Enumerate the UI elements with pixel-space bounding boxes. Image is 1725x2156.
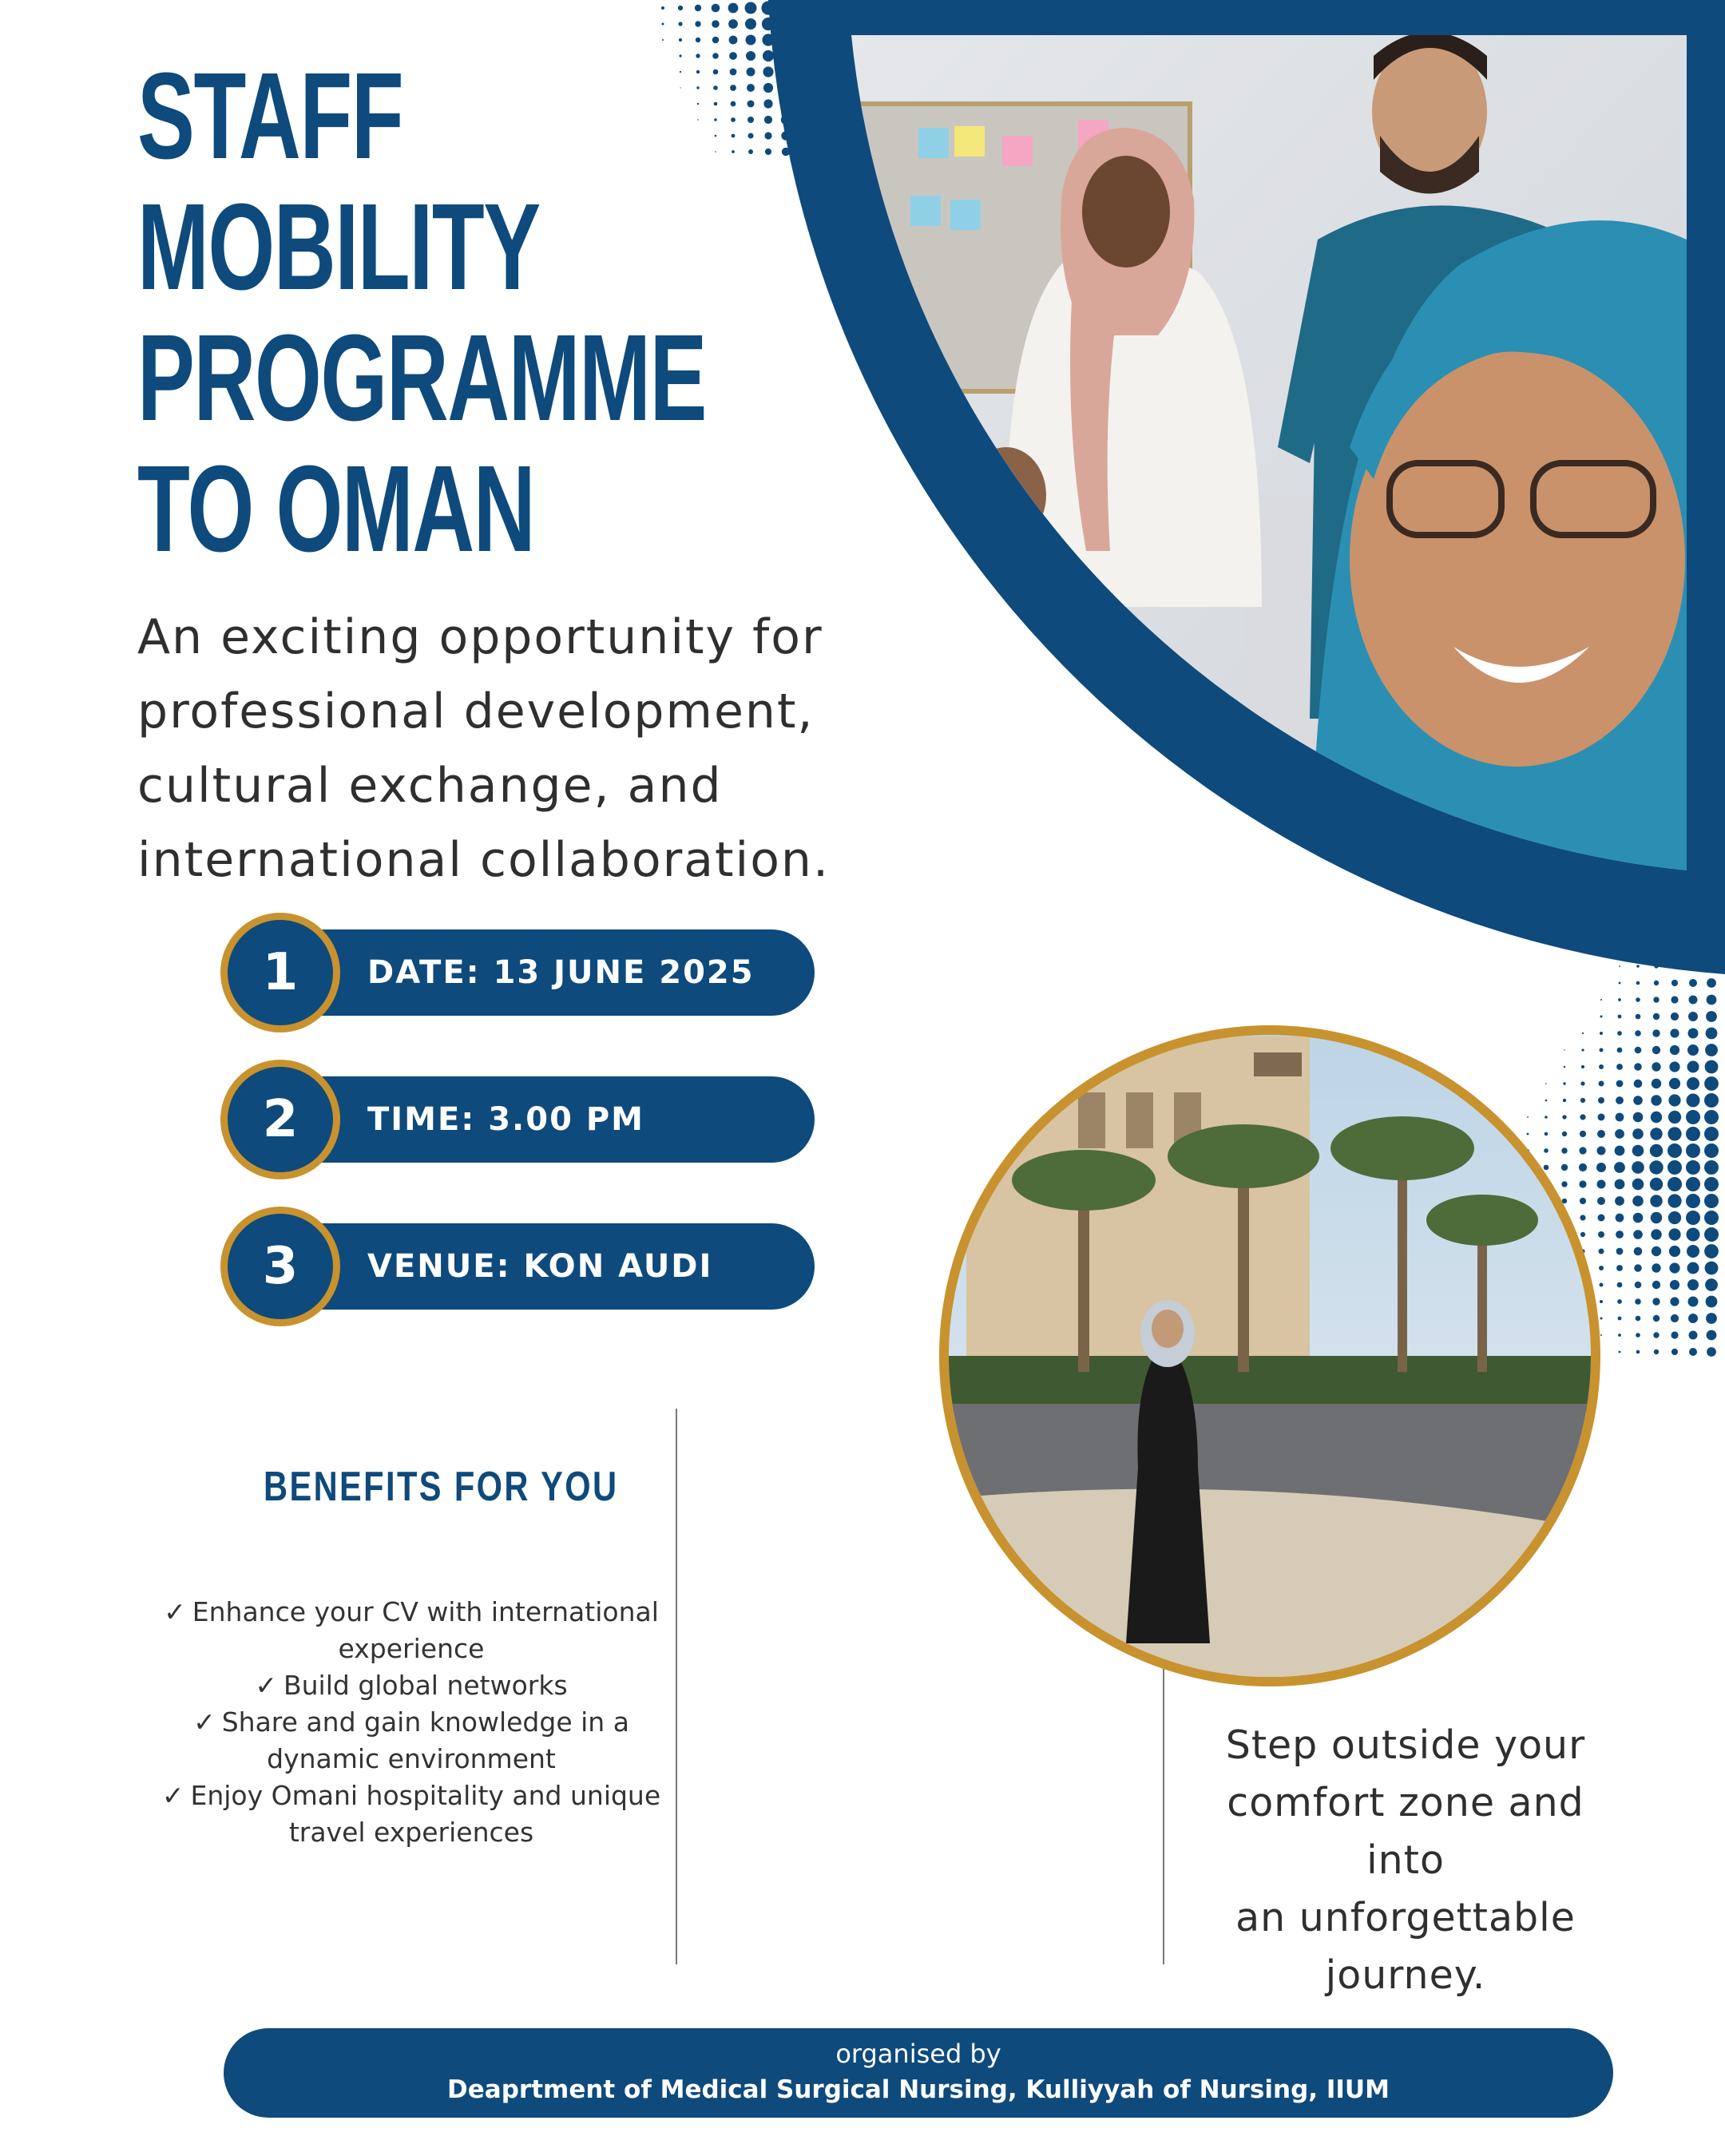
halftone-dot xyxy=(1707,1347,1716,1357)
benefit-item-3 xyxy=(152,1704,671,1778)
halftone-dot xyxy=(1600,999,1602,1001)
benefits-heading: BENEFITS FOR YOU xyxy=(264,1464,619,1510)
halftone-dot xyxy=(1705,1262,1719,1275)
halftone-dot xyxy=(1650,1178,1663,1191)
halftone-dot xyxy=(1707,995,1717,1005)
halftone-dot xyxy=(1652,1029,1660,1036)
halftone-dot xyxy=(1615,1196,1624,1206)
halftone-dot xyxy=(1704,1076,1719,1091)
halftone-dot xyxy=(1651,1095,1661,1105)
halftone-dot xyxy=(1704,1194,1719,1208)
halftone-dot xyxy=(1671,1314,1679,1322)
halftone-dot xyxy=(1687,1061,1699,1073)
halftone-dot xyxy=(1653,1013,1660,1020)
halftone-dot xyxy=(1652,1263,1660,1272)
halftone-dot xyxy=(1650,1128,1662,1139)
halftone-dot xyxy=(1671,1013,1679,1021)
halftone-dot xyxy=(1668,1177,1682,1191)
halftone-dot xyxy=(1668,1111,1681,1124)
halftone-dot xyxy=(1615,1146,1625,1156)
halftone-dot xyxy=(1688,1028,1699,1039)
halftone-dot xyxy=(1636,1014,1641,1020)
benefit-item-4 xyxy=(152,1778,671,1851)
benefit-1-line-2: experience xyxy=(338,1633,485,1664)
halftone-dot xyxy=(1668,1228,1680,1240)
benefit-3-line-2: dynamic environment xyxy=(267,1743,556,1774)
halftone-dot xyxy=(1686,1160,1700,1175)
detail-time-text: TIME: 3.00 PM xyxy=(367,1101,644,1138)
benefit-item-2 xyxy=(152,1667,671,1704)
benefit-3-line-1: Share and gain knowledge in a xyxy=(221,1706,629,1738)
halftone-dot xyxy=(1670,1297,1679,1306)
benefits-list xyxy=(152,1594,671,1851)
halftone-dot xyxy=(1686,1211,1700,1225)
footer-bar xyxy=(224,2028,1613,2118)
halftone-dot xyxy=(1634,1063,1642,1071)
halftone-dot xyxy=(1705,1060,1719,1074)
halftone-dot xyxy=(1617,1282,1623,1288)
check-icon: ✓ xyxy=(193,1706,216,1738)
halftone-dot xyxy=(1671,996,1678,1003)
tagline-line-3: an unforgettable xyxy=(1235,1895,1576,1940)
halftone-dot xyxy=(1706,1313,1717,1324)
detail-number-1: 1 xyxy=(220,913,340,1032)
halftone-dot xyxy=(1704,1110,1719,1124)
halftone-dot xyxy=(1704,1244,1719,1258)
detail-date-text: DATE: 13 JUNE 2025 xyxy=(367,954,755,991)
halftone-dot xyxy=(1616,1096,1624,1104)
halftone-dot xyxy=(1617,1299,1622,1304)
tagline-line-2: comfort zone and into xyxy=(1227,1780,1584,1883)
halftone-dot xyxy=(1652,1062,1660,1071)
benefit-4-line-1: Enjoy Omani hospitality and unique xyxy=(190,1780,661,1811)
halftone-dot xyxy=(1687,1094,1700,1108)
halftone-dot xyxy=(1616,1248,1624,1255)
halftone-dot xyxy=(1616,1231,1624,1239)
oman-street-photo xyxy=(934,1021,1605,1691)
halftone-dot xyxy=(1633,1112,1644,1123)
detail-venue-text: VENUE: KON AUDI xyxy=(367,1248,713,1285)
footer-department: Deaprtment of Medical Surgical Nursing, Kulliyyah of Nursing, IIUM xyxy=(447,2075,1390,2104)
title-line-2: MOBILITY xyxy=(137,178,540,315)
halftone-dot xyxy=(1615,1129,1624,1139)
halftone-dot xyxy=(1634,1247,1643,1256)
halftone-dot xyxy=(1689,996,1698,1005)
halftone-dot xyxy=(1686,1127,1700,1141)
halftone-dot xyxy=(1616,1214,1624,1223)
halftone-dot xyxy=(1670,1280,1679,1290)
halftone-dot xyxy=(1651,1212,1662,1223)
title-line-1: STAFF xyxy=(137,47,403,184)
halftone-dot xyxy=(1668,1127,1681,1140)
halftone-dot xyxy=(1618,1317,1622,1321)
halftone-dot xyxy=(1687,1044,1699,1056)
halftone-dot xyxy=(1617,1048,1623,1053)
halftone-dot xyxy=(1668,1094,1680,1106)
oman-photo-circle xyxy=(934,1021,1605,1691)
halftone-dot xyxy=(1618,998,1621,1001)
halftone-dot xyxy=(1704,1227,1719,1242)
halftone-dot xyxy=(1636,1350,1640,1354)
halftone-dot xyxy=(1688,1314,1698,1323)
halftone-dot xyxy=(1706,1028,1718,1040)
halftone-dot xyxy=(1688,1012,1698,1021)
halftone-dot xyxy=(1634,1264,1642,1272)
halftone-dot xyxy=(1619,1351,1621,1353)
tagline-line-1: Step outside your xyxy=(1225,1722,1586,1768)
halftone-dot xyxy=(1616,1113,1624,1122)
halftone-dot xyxy=(1704,1160,1719,1175)
halftone-dot xyxy=(1670,1028,1679,1037)
check-icon: ✓ xyxy=(161,1780,184,1811)
halftone-dot xyxy=(1652,1281,1660,1289)
halftone-dot xyxy=(1653,997,1659,1002)
halftone-dot xyxy=(1651,1229,1661,1239)
halftone-dot xyxy=(1632,1145,1644,1157)
halftone-dot xyxy=(1636,1333,1640,1338)
intro-text xyxy=(137,600,920,898)
tagline xyxy=(1182,1717,1629,2004)
halftone-dot xyxy=(1669,1078,1680,1089)
halftone-dot xyxy=(1704,1211,1719,1225)
halftone-dot xyxy=(1650,1144,1663,1157)
halftone-dot xyxy=(1633,1230,1643,1239)
halftone-dot xyxy=(1616,1080,1624,1088)
halftone-dot xyxy=(1705,1044,1718,1056)
halftone-dot xyxy=(1618,1015,1622,1019)
halftone-dot xyxy=(1636,997,1640,1002)
halftone-dot xyxy=(1687,1262,1699,1274)
halftone-dot xyxy=(1706,1011,1717,1022)
halftone-dot xyxy=(1616,1064,1623,1070)
footer-organised-by: organised by xyxy=(835,2039,1001,2069)
halftone-dot xyxy=(1671,1349,1678,1355)
halftone-dot xyxy=(1686,1177,1700,1191)
halftone-dot xyxy=(1704,1177,1719,1191)
halftone-dot xyxy=(1668,1211,1681,1224)
halftone-dot xyxy=(1668,1160,1682,1175)
halftone-dot xyxy=(1636,1316,1641,1322)
halftone-dot xyxy=(1669,1246,1680,1257)
halftone-dot xyxy=(1632,1195,1644,1207)
title-line-4: TO OMAN xyxy=(137,440,535,577)
tagline-line-4: journey. xyxy=(1325,1952,1486,1998)
divider-line-right xyxy=(1163,1669,1164,1964)
halftone-dot xyxy=(1652,1079,1661,1088)
halftone-dot xyxy=(1600,1016,1603,1018)
halftone-dot xyxy=(1687,1279,1699,1290)
divider-line-left xyxy=(676,1409,677,1964)
halftone-dot xyxy=(1653,1332,1659,1338)
halftone-dot xyxy=(1707,1330,1717,1341)
halftone-dot xyxy=(1671,1331,1678,1338)
halftone-dot xyxy=(1704,1093,1719,1108)
halftone-dot xyxy=(1632,1179,1644,1191)
intro-line-1: An exciting opportunity for xyxy=(137,609,823,665)
halftone-dot xyxy=(1669,1061,1679,1072)
intro-line-4: international collaboration. xyxy=(137,832,831,888)
halftone-dot xyxy=(1652,1298,1660,1305)
benefit-item-1 xyxy=(152,1594,671,1667)
benefit-1-line-1: Enhance your CV with international xyxy=(192,1596,659,1627)
halftone-dot xyxy=(1652,1246,1661,1256)
halftone-dot xyxy=(1704,1127,1719,1141)
halftone-dot xyxy=(1634,1080,1643,1088)
halftone-dot xyxy=(1668,1194,1681,1207)
benefit-4-line-2: travel experiences xyxy=(288,1817,534,1848)
detail-number-3: 3 xyxy=(220,1207,340,1326)
halftone-dot xyxy=(1687,1077,1699,1090)
halftone-dot xyxy=(1633,1213,1644,1223)
halftone-dot xyxy=(1633,1096,1643,1105)
halftone-dot xyxy=(1706,1296,1718,1308)
halftone-dot xyxy=(1650,1195,1662,1207)
halftone-dot xyxy=(1635,1030,1641,1036)
halftone-dot xyxy=(1705,1278,1718,1291)
halftone-dot xyxy=(1614,1162,1625,1173)
intro-line-3: cultural exchange, and xyxy=(137,758,723,814)
check-icon: ✓ xyxy=(255,1670,277,1701)
halftone-dot xyxy=(1653,1315,1660,1322)
halftone-dot xyxy=(1651,1112,1662,1123)
halftone-dot xyxy=(1689,1331,1698,1340)
halftone-dot xyxy=(1632,1128,1644,1139)
benefit-2-line-1: Build global networks xyxy=(283,1670,568,1701)
halftone-dot xyxy=(1687,1245,1699,1258)
halftone-dot xyxy=(1688,1297,1699,1307)
title-line-3: PROGRAMME xyxy=(137,309,707,446)
halftone-dot xyxy=(1615,1179,1625,1190)
halftone-dot xyxy=(1652,1046,1660,1054)
halftone-dot xyxy=(1616,1265,1623,1271)
halftone-dot xyxy=(1668,1143,1682,1158)
halftone-dot xyxy=(1618,1334,1621,1337)
halftone-dot xyxy=(1686,1194,1700,1208)
halftone-dot xyxy=(1635,1047,1642,1054)
halftone-dot xyxy=(1635,1282,1642,1289)
check-icon: ✓ xyxy=(164,1596,186,1627)
halftone-dot xyxy=(1686,1110,1700,1124)
halftone-dot xyxy=(1635,1298,1641,1305)
halftone-dot xyxy=(1617,1031,1622,1036)
intro-line-2: professional development, xyxy=(137,684,815,739)
halftone-dot xyxy=(1689,1348,1697,1356)
halftone-dot xyxy=(1704,1143,1719,1158)
halftone-dot xyxy=(1687,1228,1700,1242)
halftone-dot xyxy=(1669,1262,1679,1273)
halftone-dot xyxy=(1670,1045,1679,1055)
halftone-dot xyxy=(1632,1161,1644,1174)
detail-number-2: 2 xyxy=(220,1060,340,1179)
halftone-dot xyxy=(1649,1160,1663,1174)
halftone-dot xyxy=(1654,1349,1659,1354)
halftone-dot xyxy=(1686,1143,1700,1158)
